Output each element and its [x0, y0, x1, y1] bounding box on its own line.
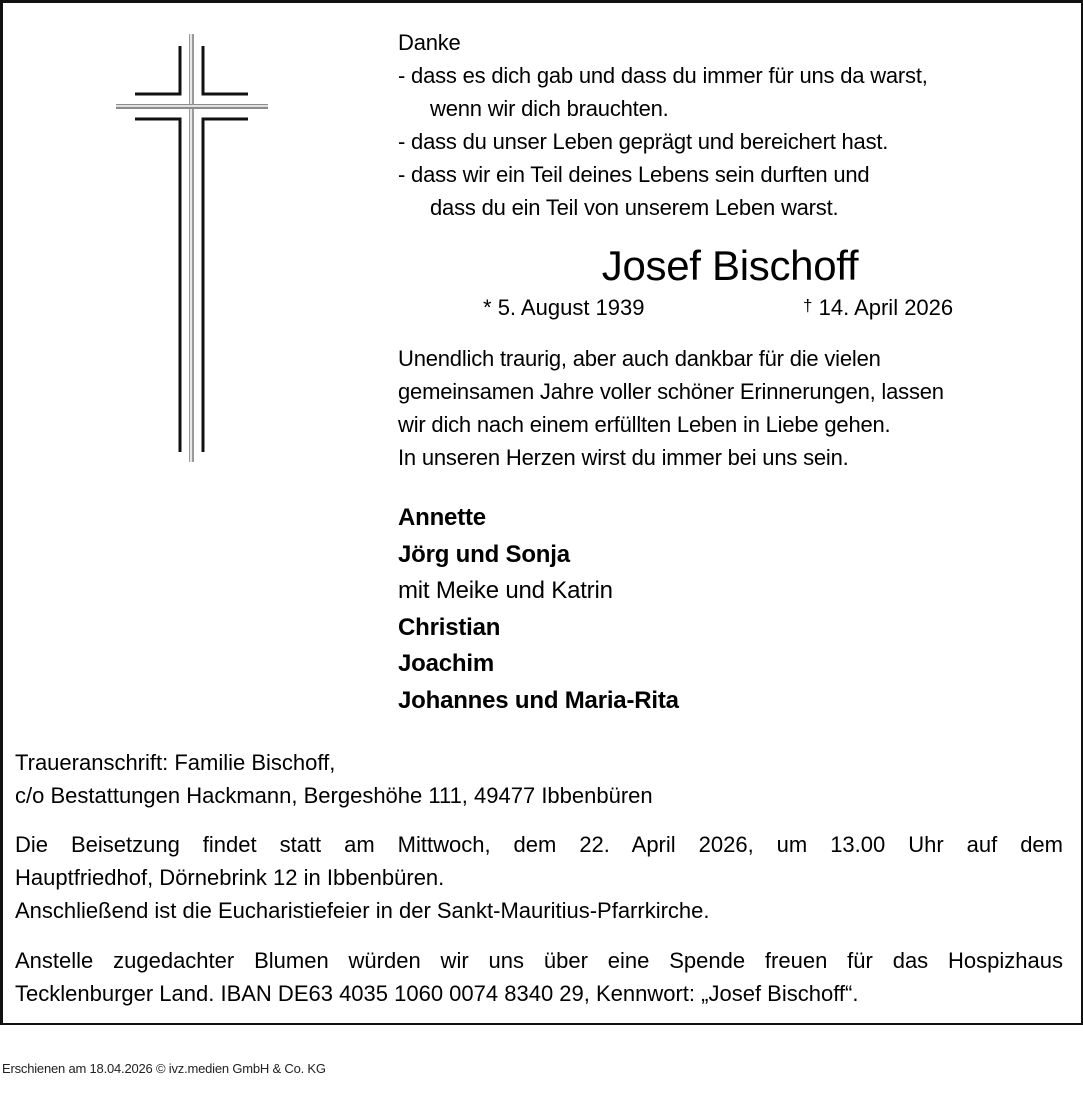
thanks-line: wenn wir dich brauchten.	[430, 96, 669, 121]
deceased-name: Josef Bischoff	[601, 242, 859, 289]
address-line: c/o Bestattungen Hackmann, Bergeshöhe 111, 49477 Ibbenbüren	[15, 783, 653, 808]
mourning-address	[15, 746, 1063, 812]
birth-symbol: *	[483, 295, 492, 320]
address-line: Traueranschrift: Familie Bischoff,	[15, 750, 336, 775]
thanks-line: - dass du unser Leben geprägt und bereichert hast.	[398, 129, 889, 154]
burial-info	[15, 828, 1063, 927]
birth-date-value: 5. August 1939	[497, 295, 645, 320]
message-line: In unseren Herzen wirst du immer bei uns sein.	[398, 445, 849, 470]
thanks-block	[398, 26, 1058, 224]
donation-info	[15, 944, 1063, 1010]
thanks-line: - dass wir ein Teil deines Lebens sein durften und	[398, 162, 870, 187]
family-list	[398, 500, 679, 720]
cross-icon	[113, 32, 273, 464]
family-member: Annette	[398, 504, 486, 531]
burial-line: Die Beisetzung findet statt am Mittwoch, dem 22. April 2026, um 13.00 Uhr auf dem	[15, 832, 1063, 857]
thanks-heading: Danke	[398, 30, 461, 55]
family-member: Christian	[398, 613, 501, 641]
donation-line: Tecklenburger Land. IBAN DE63 4035 1060 0074 8340 29, Kennwort: „Josef Bischoff“.	[15, 981, 859, 1006]
family-member: Jörg und Sonja	[398, 540, 570, 568]
burial-line: Anschließend ist die Eucharistiefeier in der Sankt-Mauritius-Pfarrkirche.	[15, 898, 710, 923]
birth-date	[483, 293, 644, 323]
message-line: wir dich nach einem erfüllten Leben in Liebe gehen.	[398, 412, 891, 437]
burial-line: Hauptfriedhof, Dörnebrink 12 in Ibbenbüren.	[15, 865, 445, 890]
donation-line: Anstelle zugedachter Blumen würden wir uns über eine Spende freuen für das Hospizhaus	[15, 948, 1063, 973]
thanks-line: - dass es dich gab und dass du immer für uns da warst,	[398, 63, 928, 88]
family-member: Johannes und Maria-Rita	[398, 686, 679, 714]
message-line: gemeinsamen Jahre voller schöner Erinnerungen, lassen	[398, 379, 944, 404]
thanks-line: dass du ein Teil von unserem Leben warst.	[430, 195, 839, 220]
dagger-icon: †	[803, 296, 813, 315]
cross-beams	[116, 34, 268, 462]
message-line: Unendlich traurig, aber auch dankbar für die vielen	[398, 346, 881, 371]
death-date-value: 14. April 2026	[818, 295, 954, 320]
family-member: mit Meike und Katrin	[398, 577, 613, 605]
message-block	[398, 342, 944, 474]
family-member: Joachim	[398, 650, 494, 678]
publication-footer: Erschienen am 18.04.2026 © ivz.medien GmbH & Co. KG	[2, 1061, 326, 1076]
death-date	[803, 293, 953, 325]
